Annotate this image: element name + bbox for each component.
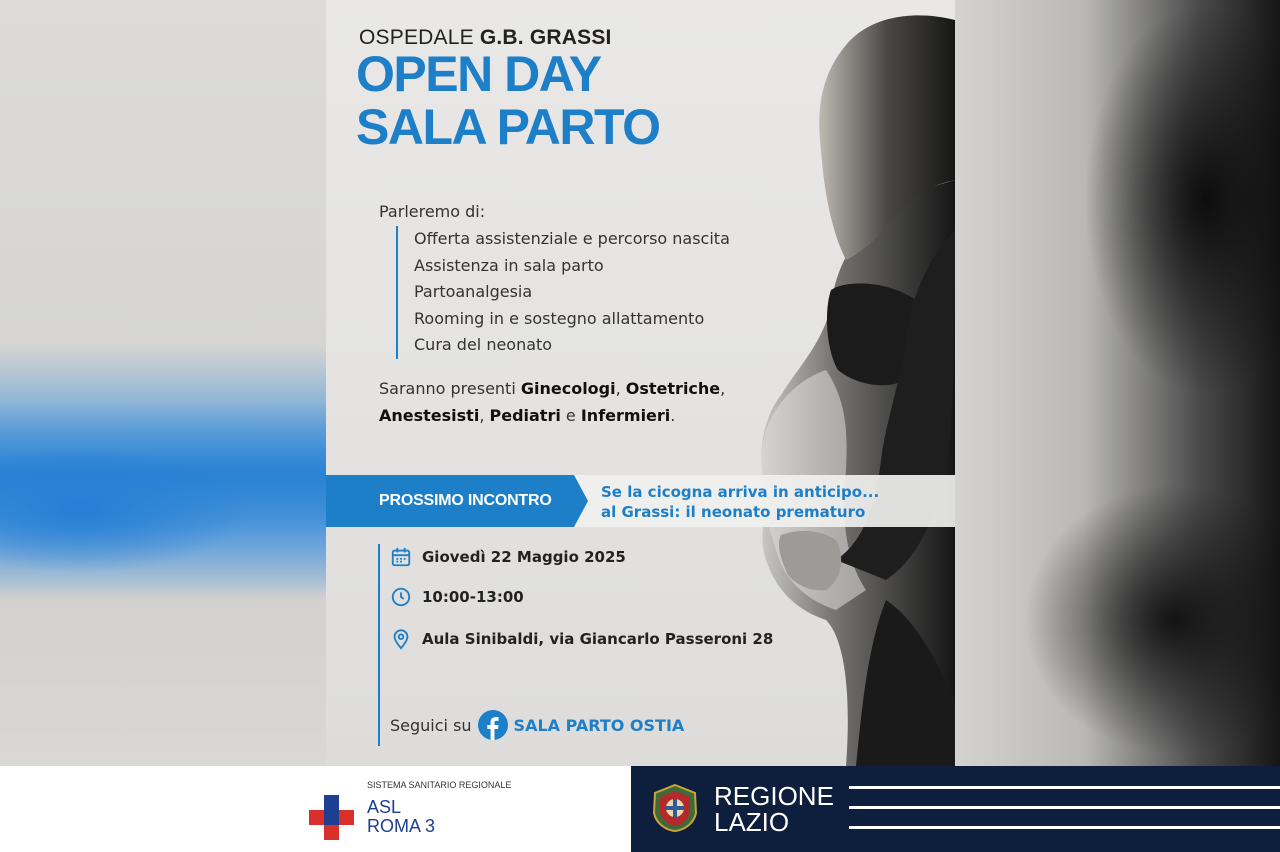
next-meeting-label: PROSSIMO INCONTRO <box>379 492 552 509</box>
list-item: Offerta assistenziale e percorso nascita <box>414 229 730 248</box>
regione-lazio-emblem <box>650 783 700 833</box>
topics-intro: Parleremo di: <box>379 202 486 221</box>
location-pin-icon <box>390 628 412 650</box>
list-item: Rooming in e sostegno allattamento <box>414 308 705 328</box>
title-line-2: SALA PARTO <box>356 99 660 155</box>
title-line-1: OPEN DAY <box>356 46 601 102</box>
open-day-poster <box>326 0 955 766</box>
event-location: Aula Sinibaldi, via Giancarlo Passeroni 28 <box>390 628 773 650</box>
event-details <box>378 544 774 746</box>
asl-cross-logo <box>309 795 354 840</box>
page-title <box>356 48 660 154</box>
next-meeting-banner <box>326 475 955 527</box>
follow-label: Seguici su <box>390 715 472 735</box>
blurred-background-right <box>955 0 1280 766</box>
hospital-name: OSPEDALE G.B. GRASSI <box>359 26 612 49</box>
blurred-blue-band <box>0 400 326 600</box>
decorative-stripe <box>849 826 1280 829</box>
social-follow[interactable] <box>390 710 684 740</box>
region-name: REGIONE LAZIO <box>714 781 834 837</box>
clock-icon <box>390 586 412 608</box>
blurred-background-left <box>0 0 326 766</box>
calendar-icon <box>390 546 412 568</box>
event-date: Giovedì 22 Maggio 2025 <box>390 546 626 568</box>
decorative-stripe <box>849 786 1280 789</box>
decorative-stripe <box>849 806 1280 809</box>
list-item: Cura del neonato <box>414 335 553 354</box>
facebook-page-link[interactable]: SALA PARTO OSTIA <box>513 715 685 735</box>
asl-system-label: SISTEMA SANITARIO REGIONALE <box>367 780 512 790</box>
facebook-icon[interactable] <box>478 710 508 740</box>
list-item: Partoanalgesia <box>414 282 533 301</box>
next-meeting-topic: Se la cicogna arriva in anticipo... al Grassi: il neonato prematuro <box>601 483 880 521</box>
asl-name: ASL ROMA 3 <box>367 797 436 836</box>
topics-list <box>396 226 730 359</box>
list-item: Assistenza in sala parto <box>414 255 604 275</box>
event-time: 10:00-13:00 <box>390 586 524 608</box>
attendees-text: Saranno presenti Ginecologi, Ostetriche, Anestesisti, Pediatri e Infermieri. <box>379 379 726 425</box>
